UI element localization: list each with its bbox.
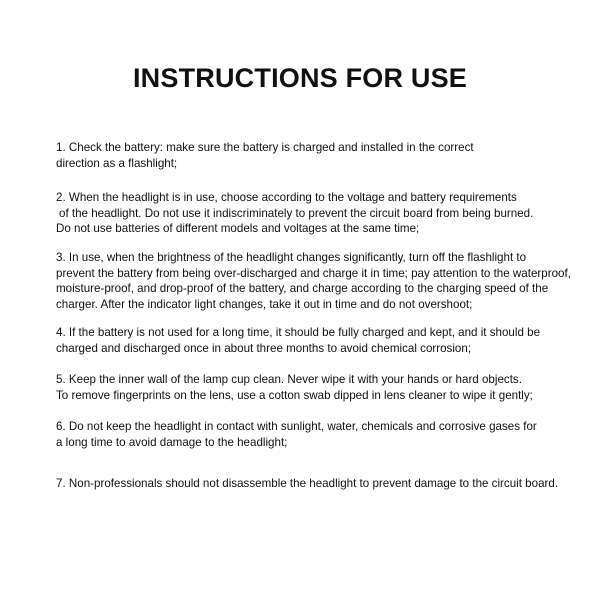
instruction-5-line-1: 5. Keep the inner wall of the lamp cup clean. Never wipe it with your hands or hard objects. bbox=[56, 373, 522, 386]
instruction-2-line-2: of the headlight. Do not use it indiscriminately to prevent the circuit board from being burned. bbox=[59, 206, 534, 220]
instruction-2 bbox=[56, 190, 533, 237]
instruction-1-line-2: direction as a flashlight; bbox=[56, 156, 178, 170]
instruction-1 bbox=[56, 140, 474, 171]
instruction-4-line-1: 4. If the battery is not used for a long time, it should be fully charged and kept, and it should be bbox=[56, 326, 541, 339]
instruction-3-line-1: 3. In use, when the brightness of the headlight changes significantly, turn off the flashlight to bbox=[56, 251, 527, 264]
instruction-7 bbox=[56, 476, 558, 492]
instruction-1-line-1: 1. Check the battery: make sure the battery is charged and installed in the correct bbox=[56, 141, 474, 154]
instruction-2-line-3: Do not use batteries of different models and voltages at the same time; bbox=[56, 222, 420, 235]
instruction-7-line-1: 7. Non-professionals should not disassemble the headlight to prevent damage to the circuit board. bbox=[56, 477, 559, 490]
instruction-5-line-2: To remove fingerprints on the lens, use a cotton swab dipped in lens cleaner to wipe it gently; bbox=[56, 388, 533, 402]
instruction-6 bbox=[56, 419, 537, 450]
instruction-4-line-2: charged and discharged once in about three months to avoid chemical corrosion; bbox=[56, 341, 472, 355]
instruction-3-line-4: charger. After the indicator light changes, take it out in time and do not overshoot; bbox=[56, 297, 473, 311]
instruction-3 bbox=[56, 250, 571, 312]
instruction-3-line-3: moisture-proof, and drop-proof of the battery, and charge according to the charging speed of the bbox=[56, 282, 549, 295]
instruction-2-line-1: 2. When the headlight is in use, choose according to the voltage and battery requirements bbox=[56, 191, 517, 204]
instruction-6-line-1: 6. Do not keep the headlight in contact with sunlight, water, chemicals and corrosive gases for bbox=[56, 420, 537, 433]
page-title: INSTRUCTIONS FOR USE bbox=[132, 63, 467, 93]
instruction-5 bbox=[56, 372, 533, 403]
instruction-4 bbox=[56, 325, 540, 356]
instruction-3-line-2: prevent the battery from being over-discharged and charge it in time; pay attention to the waterproof, bbox=[56, 266, 571, 280]
instruction-6-line-2: a long time to avoid damage to the headlight; bbox=[56, 435, 288, 449]
